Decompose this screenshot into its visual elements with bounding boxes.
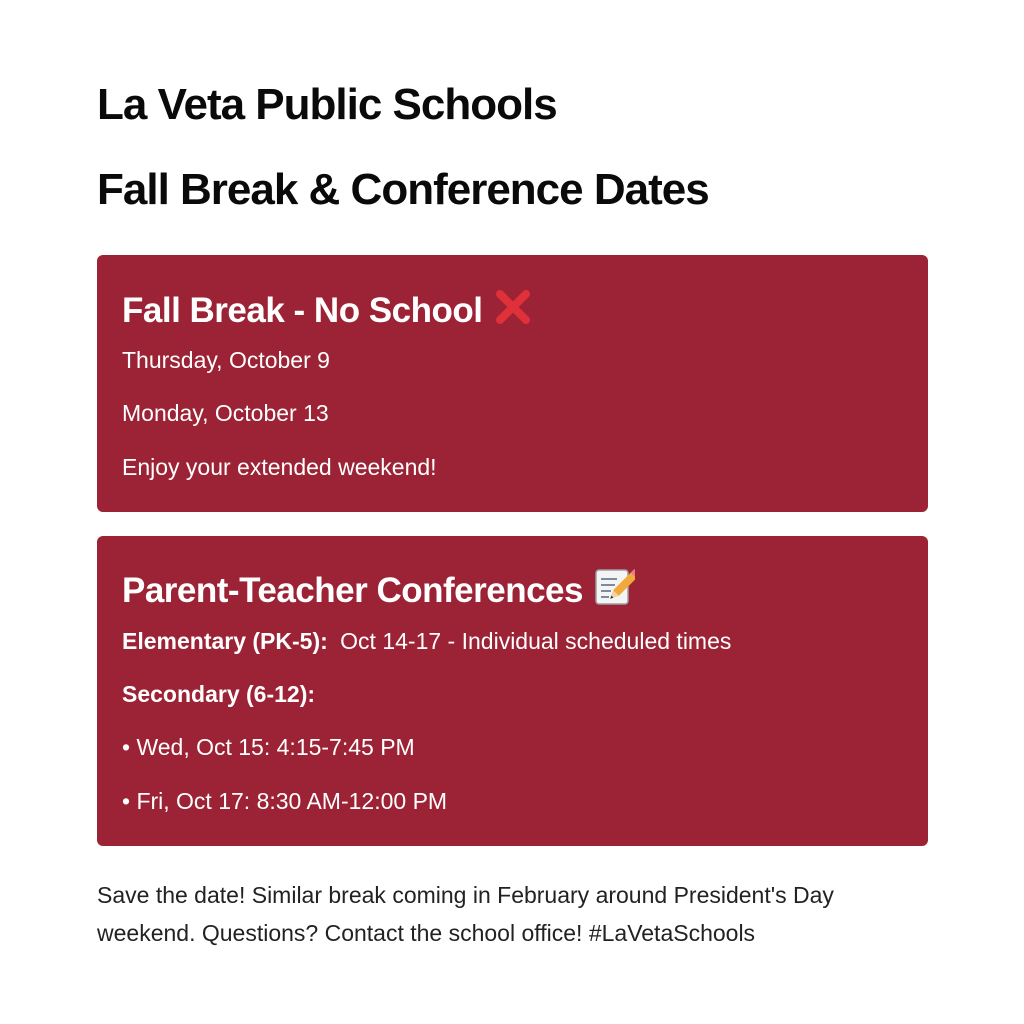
conferences-title: Parent-Teacher Conferences: [122, 570, 583, 610]
fall-break-title-row: [122, 286, 534, 334]
announcement-heading: Fall Break & Conference Dates: [97, 165, 709, 214]
fall-break-card: [97, 255, 928, 512]
conferences-card: [97, 536, 928, 846]
footer-note: Save the date! Similar break coming in February around President's Day weekend. Questions? Contact the school office! #LaVetaSchools: [97, 882, 834, 946]
elementary-detail: Oct 14-17 - Individual scheduled times: [340, 628, 732, 654]
fall-break-title: Fall Break - No School: [122, 290, 483, 330]
elementary-label: Elementary (PK-5):: [122, 628, 328, 654]
secondary-item-1: • Wed, Oct 15: 4:15-7:45 PM: [122, 734, 415, 760]
memo-pencil-icon: [593, 566, 635, 614]
fall-break-note: Enjoy your extended weekend!: [122, 454, 437, 480]
secondary-label: Secondary (6-12):: [122, 681, 316, 707]
fall-break-date-2: Monday, October 13: [122, 400, 329, 426]
school-name-heading: La Veta Public Schools: [97, 80, 557, 129]
secondary-item-2: • Fri, Oct 17: 8:30 AM-12:00 PM: [122, 788, 448, 814]
elementary-row: [122, 630, 731, 653]
conferences-title-row: [122, 566, 635, 614]
cross-mark-icon: [492, 286, 534, 334]
fall-break-date-1: Thursday, October 9: [122, 347, 330, 373]
